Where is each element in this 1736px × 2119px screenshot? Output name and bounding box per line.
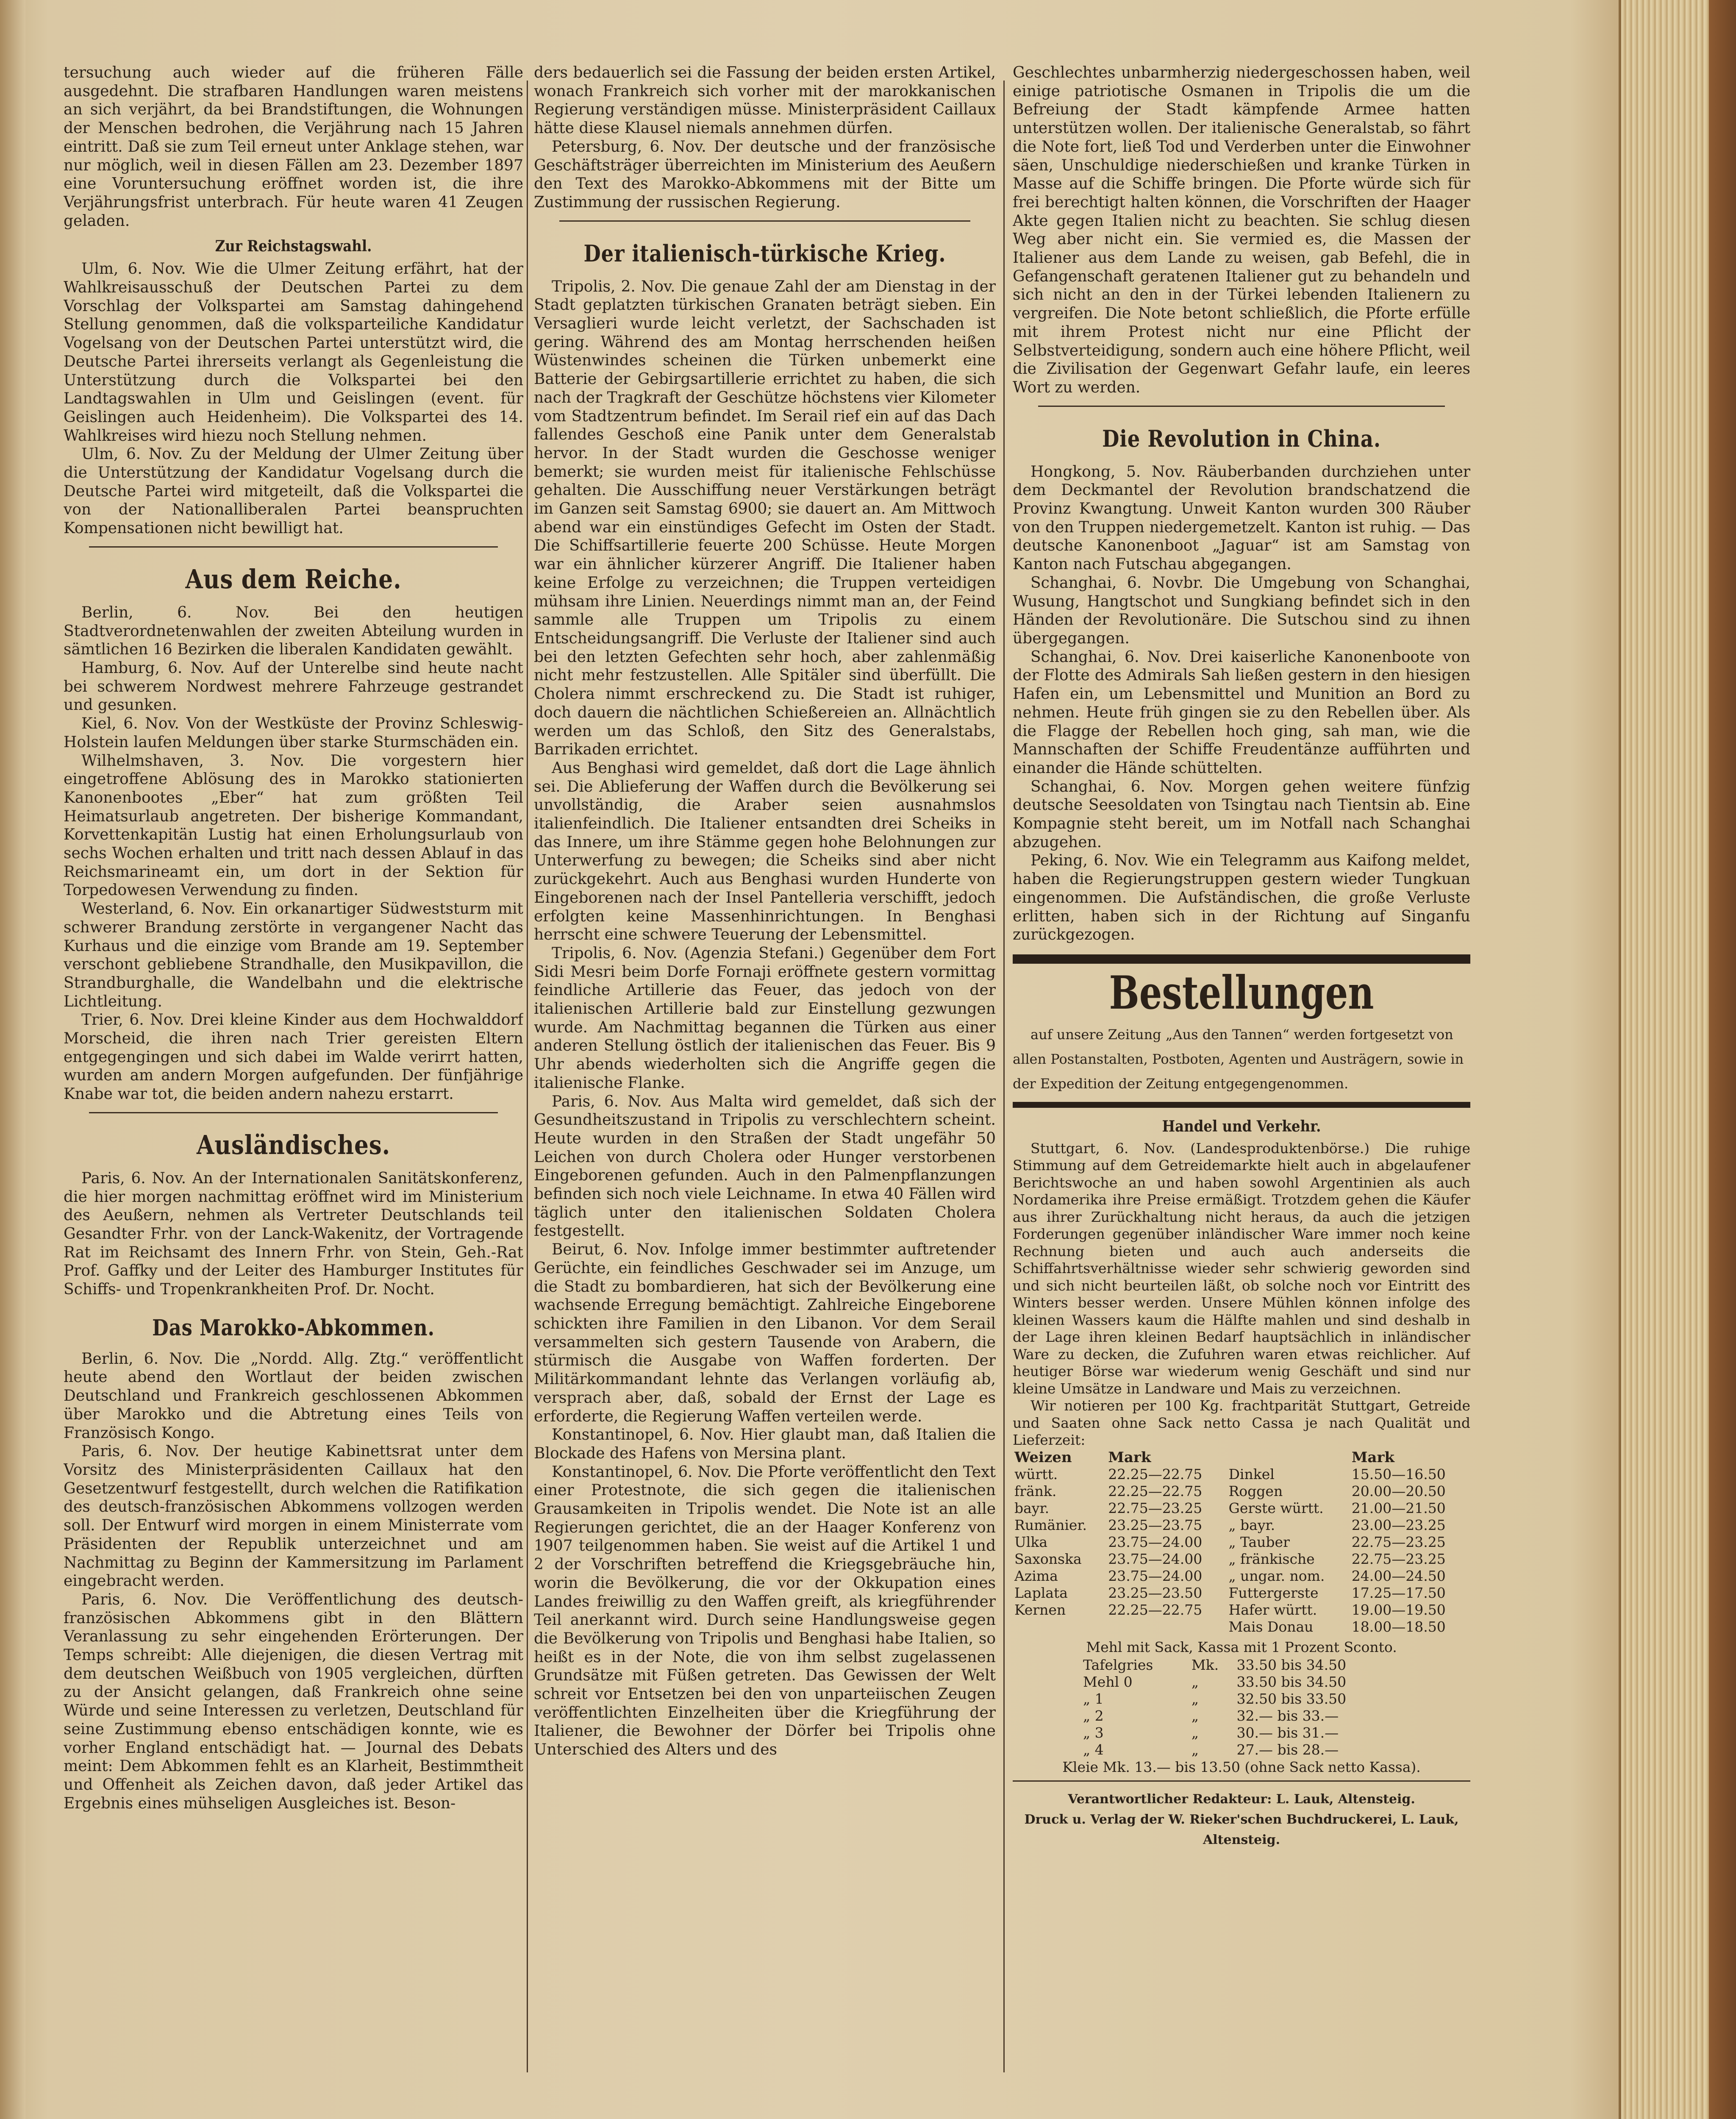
article-text: Geschlechtes unbarmherzig niedergeschossen haben, weil einige patriotische Osmanen in Tripolis die um die Befreiung der Stadt kämpfende Armee hatten unterstützen wollen. Der italienische Generalstab, so fährt die Note fort, ließ Tod und Verderben unter die Einwohner säen, Unschuldige niederschießen und kranke Türken in Masse auf die Schiffe bringen. Die Pforte würde sich für frei berechtigt halten können, die Vorschriften der Haager Akte gegen Italien nicht zu beachten. Sie schlug diesen Weg aber nicht ein. Sie vermied es, die Massen der Italiener aus dem Lande zu weisen, gab Befehl, die in Gefangenschaft geratenen Italiener gut zu behandeln und sich nicht an den in der Türkei lebenden Italienern zu vergreifen. Die Note betont schließlich, die Pforte erfülle mit ihrem Protest nicht nur eine Pflicht der Selbstverteidigung, sondern auch eine höhere Pflicht, weil die Zivilisation der Gegenwart Gefahr laufe, ein leeres Wort zu werden.: [1013, 64, 1470, 396]
divider: [1038, 406, 1445, 407]
article-text: Trier, 6. Nov. Drei kleine Kinder aus dem Hochwalddorf Morscheid, die ihren nach Trier gereisten Eltern entgegengingen und sich dabei im Walde verirrt hatten, wurden am andern Morgen aufgefunden. Der fünfjährige Knabe war tot, die beiden andern nahezu erstarrt.: [64, 1011, 523, 1103]
divider: [1013, 1780, 1470, 1782]
article-text: Tripolis, 2. Nov. Die genaue Zahl der am Dienstag in der Stadt geplatzten türkischen Granaten beträgt sieben. Ein Versaglieri wurde leicht verletzt, der Sachschaden ist gering. Während des am Montag herrschenden heißen Wüstenwindes scheinen die Türken unbemerkt eine Batterie der Gebirgsartillerie errichtet zu haben, die sich nach der Tragkraft der Geschütze höchstens vier Kilometer vom Stadtzentrum befindet. Im Serail rief ein auf das Dach fallendes Geschoß eine Panik unter dem Generalstab hervor. In der Stadt wurden die Geschosse weniger bemerkt; sie wurden meist für italienische Fehlschüsse gehalten. Die Ausschiffung neuer Verstärkungen beträgt im Ganzen seit Samstag 6900; sie dauert an. Am Mittwoch abend war ein einstündiges Gefecht im Osten der Stadt. Die Schiffsartillerie feuerte 200 Schüsse. Heute Morgen war ein ähnlicher kürzerer Angriff. Die Italiener haben keine Erfolge zu verzeichnen; die Truppen verteidigen mühsam ihre Linien. Neuerdings nimmt man an, der Feind sammle alle Truppen um Tripolis zu einem Entscheidungsangriff. Die Verluste der Italiener sind auch bei den letzten Gefechten sehr hoch, aber zahlenmäßig nicht mehr festzustellen. Alle Spitäler sind überfüllt. Die Cholera nimmt erschreckend zu. Die Stadt ist ruhiger, doch dauern die nächtlichen Schießereien an. Allnächtlich werden um das Schloß, den Sitz des Generalstabs, Barrikaden errichtet.: [534, 278, 996, 759]
section-heading: Der italienisch-türkische Krieg.: [583, 239, 946, 267]
table-cell: „: [1191, 1673, 1199, 1690]
table-cell: „ Tauber: [1228, 1533, 1290, 1550]
table-cell: 33.50 bis 34.50: [1236, 1656, 1347, 1673]
table-cell: 30.— bis 31.—: [1236, 1724, 1339, 1741]
article-text: tersuchung auch wieder auf die früheren Fälle ausgedehnt. Die strafbaren Handlungen waren meistens an sich verjährt, da bei Brandstiftungen, die Wohnungen der Menschen bedrohen, die Verjährung nach 15 Jahren eintritt. Daß sie zum Teil erneut unter Anklage stehen, war nur möglich, weil in diesen Fällen am 23. Dezember 1897 eine Voruntersuchung eröffnet worden ist, die ihre Verjährungsfrist unterbrach. Für heute waren 41 Zeugen geladen.: [64, 64, 523, 230]
table-cell: [1013, 1618, 1106, 1635]
advert-bottom-rule: [1013, 1102, 1470, 1108]
table-row: [1013, 1483, 1470, 1500]
article-text: Tripolis, 6. Nov. (Agenzia Stefani.) Gegenüber dem Fort Sidi Mesri beim Dorfe Fornaji eröffnete gestern vormittag feindliche Artillerie das Feuer, das jedoch von der italienischen Artillerie bald zur Einstellung gezwungen wurde. Am Nachmittag begannen die Türken aus einer anderen Stellung östlich der italienischen das Feuer. Bis 9 Uhr abends wiederholten sich die Angriffe gegen die italienische Flanke.: [534, 944, 996, 1092]
column-3: [1013, 64, 1470, 2098]
table-cell: Mk.: [1191, 1656, 1219, 1673]
article-text: Paris, 6. Nov. Aus Malta wird gemeldet, daß sich der Gesundheitszustand in Tripolis zu verschlechtern scheint. Heute wurden in den Straßen der Stadt ungefähr 50 Leichen von durch Cholera oder Hunger verstorbenen Eingeborenen gefunden. Auch in den Palmenpflanzungen befinden sich noch viele Leichname. In etwa 40 Fällen wird täglich unter den italienischen Soldaten Cholera festgestellt.: [534, 1093, 996, 1240]
book-cover-edge: [1709, 0, 1736, 2119]
table-cell: „: [1191, 1707, 1199, 1724]
table-cell: württ.: [1014, 1466, 1058, 1482]
table-cell: fränk.: [1014, 1482, 1057, 1499]
article-text: Schanghai, 6. Nov. Drei kaiserliche Kanonenboote von der Flotte des Admirals Sah ließen gestern in den hiesigen Hafen ein, um Lebensmittel und Munition an Bord zu nehmen. Heute früh gingen sie zu den Rebellen über. Als die Flagge der Rebellen hoch ging, sah man, wie die Mannschaften der Schiffe Freudentänze aufführten und einander die Hände schüttelten.: [1013, 648, 1470, 777]
table-row: [1081, 1741, 1402, 1758]
table-row: [1013, 1602, 1470, 1618]
table-row: [1081, 1691, 1402, 1707]
table-cell: 32.50 bis 33.50: [1236, 1690, 1347, 1707]
section-heading: Das Marokko-Abkommen.: [152, 1315, 435, 1341]
table-cell: Rumänier.: [1014, 1516, 1087, 1533]
table-cell: Futtergerste: [1228, 1584, 1319, 1601]
flour-price-table: [1081, 1657, 1402, 1758]
book-binding: [1619, 0, 1736, 2119]
table-row: [1081, 1707, 1402, 1724]
table-cell: Mehl 0: [1083, 1673, 1133, 1690]
table-cell: Saxonska: [1014, 1550, 1082, 1567]
page-gutter-shadow: [0, 0, 25, 2119]
table-row: [1013, 1500, 1470, 1517]
column-rule: [527, 81, 528, 2072]
imprint-publisher: Druck u. Verlag der W. Rieker'schen Buchdruckerei, L. Lauk, Altensteig.: [1024, 1812, 1459, 1847]
table-row: [1081, 1724, 1402, 1741]
table-cell: 22.75—23.25: [1351, 1533, 1446, 1550]
column-rule: [1003, 81, 1005, 2072]
table-cell: 22.75—23.25: [1351, 1550, 1446, 1567]
table-row: [1013, 1568, 1470, 1585]
table-cell: „: [1191, 1690, 1199, 1707]
table-cell: 19.00—19.50: [1351, 1601, 1446, 1618]
article-text: Ulm, 6. Nov. Zu der Meldung der Ulmer Zeitung über die Unterstützung der Kandidatur Vogelsang durch die Deutsche Partei wird mitgeteilt, daß die Volkspartei die von der Nationalliberalen Partei beanspruchten Kompensationen nicht bewilligt hat.: [64, 445, 523, 537]
column-1: [64, 64, 523, 2098]
advert-title: Bestellungen: [1109, 966, 1374, 1020]
divider: [89, 1112, 498, 1113]
table-row: [1013, 1618, 1470, 1635]
section-heading: Die Revolution in China.: [1102, 425, 1381, 452]
table-cell: 23.25—23.50: [1108, 1584, 1203, 1601]
column-header: Mark: [1108, 1449, 1151, 1466]
table-cell: 27.— bis 28.—: [1236, 1741, 1339, 1758]
table-cell: Tafelgries: [1083, 1656, 1153, 1673]
table-cell: „ bayr.: [1228, 1516, 1275, 1533]
table-row: [1013, 1585, 1470, 1602]
table-cell: Gerste württ.: [1228, 1499, 1324, 1516]
table-cell: 23.75—24.00: [1108, 1550, 1203, 1567]
article-text: ders bedauerlich sei die Fassung der beiden ersten Artikel, wonach Frankreich sich vorher mit der marokkanischen Regierung verständigen müsse. Ministerpräsident Caillaux hätte diese Klausel niemals annehmen dürfen.: [534, 64, 996, 137]
table-cell: Laplata: [1014, 1584, 1068, 1601]
table-row: [1013, 1534, 1470, 1551]
article-text: Schanghai, 6. Nov. Morgen gehen weitere fünfzig deutsche Seesoldaten von Tsingtau nach Tientsin ab. Eine Kompagnie steht bereit, um im Notfall nach Schanghai abzugehen.: [1013, 778, 1470, 851]
article-text: Berlin, 6. Nov. Bei den heutigen Stadtverordnetenwahlen der zweiten Abteilung wurden in sämtlichen 16 Bezirken die liberalen Kandidaten gewählt.: [64, 603, 523, 659]
section-heading: Handel und Verkehr.: [1162, 1117, 1321, 1135]
table-cell: 20.00—20.50: [1351, 1482, 1446, 1499]
table-cell: „ 2: [1083, 1707, 1104, 1724]
table-row: [1013, 1466, 1470, 1483]
imprint-editor: Verantwortlicher Redakteur: L. Lauk, Altensteig.: [1068, 1791, 1415, 1807]
table-cell: „ 3: [1083, 1724, 1104, 1741]
table-cell: 22.25—22.75: [1108, 1482, 1203, 1499]
advert-top-rule: [1013, 954, 1470, 964]
table-cell: 33.50 bis 34.50: [1236, 1673, 1347, 1690]
table-cell: [1106, 1618, 1227, 1635]
table-cell: Roggen: [1228, 1482, 1283, 1499]
table-cell: 15.50—16.50: [1351, 1466, 1446, 1482]
table-cell: „ 4: [1083, 1741, 1104, 1758]
article-text: Westerland, 6. Nov. Ein orkanartiger Südweststurm mit schwerer Brandung zerstörte in vergangener Nacht das Kurhaus und die einzige vom Brande am 19. September verschont gebliebene Strandhalle, den Musikpavillon, die Strandburghalle, die Wandelbahn und die elektrische Lichtleitung.: [64, 900, 523, 1010]
article-text: Beirut, 6. Nov. Infolge immer bestimmter auftretender Gerüchte, ein feindliches Geschwader sei im Anzuge, um die Stadt zu bombardieren, hat sich der Bevölkerung eine wachsende Erregung bemächtigt. Zahlreiche Eingeborene schickten ihre Familien in den Libanon. Vor dem Serail versammelten sich gestern Tausende von Arabern, die stürmisch die Ausgabe von Waffen forderten. Der Militärkommandant lehnte das Verlangen vorläufig ab, versprach aber, daß, sobald der Ernst der Lage es erforderte, die Regierung Waffen verteilen werde.: [534, 1241, 996, 1425]
flour-heading: Mehl mit Sack, Kassa mit 1 Prozent Sconto.: [1086, 1638, 1397, 1655]
table-cell: „ ungar. nom.: [1228, 1567, 1325, 1584]
article-text: Stuttgart, 6. Nov. (Landesproduktenbörse.) Die ruhige Stimmung auf dem Getreidemarkte hielt auch in abgelaufener Berichtswoche an und haben sowohl Argentinien als auch Nordamerika ihre Preise ermäßigt. Trotzdem gehen die Käufer aus ihrer Zurückhaltung nicht heraus, da auch die jetzigen Forderungen gegenüber inländischer Ware immer noch keine Rechnung bieten und auch auch anderseits die Schiffahrtsverhältnisse wieder sehr schwierig geworden sind und sich nicht beurteilen läßt, ob solche noch vor Eintritt des Winters besser werden. Unsere Mühlen können infolge des kleinen Wassers kaum die Hälfte mahlen und sind deshalb in der Lage ihren kleinen Bedarf hauptsächlich in inländischer Ware zu decken, die Zufuhren waren etwas reichlicher. Auf heutiger Börse war wiederum wenig Geschäft und sind nur kleine Umsätze in Landware und Mais zu verzeichnen.: [1013, 1140, 1470, 1397]
table-cell: 23.25—23.75: [1108, 1516, 1203, 1533]
article-text: Wilhelmshaven, 3. Nov. Die vorgestern hier eingetroffene Ablösung des in Marokko stationierten Kanonenbootes „Eber“ hat zum größten Teil Heimatsurlaub angetreten. Der bisherige Kommandant, Korvettenkapitän Lustig hat einen Erholungsurlaub von sechs Wochen erhalten und tritt nach dessen Ablauf in das Reichsmarineamt ein, um dort in der Sektion für Torpedowesen Verwendung zu finden.: [64, 752, 523, 899]
table-cell: „ fränkische: [1228, 1550, 1315, 1567]
table-cell: 23.00—23.25: [1351, 1516, 1446, 1533]
section-heading: Zur Reichstagswahl.: [215, 237, 372, 256]
divider: [559, 220, 970, 222]
advert-text: auf unsere Zeitung „Aus den Tannen“ werden fortgesetzt von allen Postanstalten, Postboten, Agenten und Austrägern, sowie in der Expedition der Zeitung entgegengenommen.: [1013, 1026, 1464, 1092]
table-cell: 24.00—24.50: [1351, 1567, 1446, 1584]
table-cell: Mais Donau: [1228, 1618, 1314, 1635]
table-cell: 22.25—22.75: [1108, 1466, 1203, 1482]
table-row: [1013, 1517, 1470, 1534]
article-text: Kiel, 6. Nov. Von der Westküste der Provinz Schleswig-Holstein laufen Meldungen über starke Sturmschäden ein.: [64, 715, 523, 751]
table-cell: „: [1191, 1724, 1199, 1741]
table-cell: Hafer württ.: [1228, 1601, 1317, 1618]
table-header-row: [1013, 1449, 1470, 1466]
table-cell: „ 1: [1083, 1690, 1104, 1707]
table-row: [1081, 1657, 1402, 1674]
article-text: Aus Benghasi wird gemeldet, daß dort die Lage ähnlich sei. Die Ablieferung der Waffen durch die Bevölkerung sei unvollständig, die Araber seien ausnahmslos italienfeindlich. Die Italiener entsandten drei Scheiks in das Innere, um ihre Stämme gegen hohe Belohnungen zur Unterwerfung zu bewegen; die Scheiks sind aber nicht zurückgekehrt. Auch aus Benghasi wurden Hunderte von Eingeborenen nach der Insel Pantelleria verschifft, jedoch erfolgten keine Massenhinrichtungen. In Benghasi herrscht eine schwere Teuerung der Lebensmittel.: [534, 759, 996, 944]
article-text: Paris, 6. Nov. Der heutige Kabinettsrat unter dem Vorsitz des Ministerpräsidenten Caillaux hat den Gesetzentwurf festgestellt, durch welchen die Ratifikation des deutsch-französischen Abkommens vollzogen werden soll. Der Entwurf wird morgen in einem Ministerrate vom Präsidenten der Republik unterzeichnet und am Nachmittag zu Beginn der Kammersitzung im Parlament eingebracht werden.: [64, 1443, 523, 1590]
section-heading: Aus dem Reiche.: [185, 563, 402, 595]
section-heading: Ausländisches.: [196, 1129, 391, 1160]
column-2: [534, 64, 996, 2098]
article-text: Ulm, 6. Nov. Wie die Ulmer Zeitung erfährt, hat der Wahlkreisausschuß der Deutschen Partei zu dem Vorschlag der Volkspartei am Samstag dahingehend Stellung genommen, daß die volksparteiliche Kandidatur Vogelsang von der Deutschen Partei unterstützt wird, die Deutsche Partei ihrerseits verlangt als Gegenleistung die Unterstützung durch die Volkspartei bei den Landtagswahlen in Ulm und Geislingen (event. für Geislingen auch Heidenheim). Die Volkspartei des 14. Wahlkreises wird hiezu noch Stellung nehmen.: [64, 260, 523, 445]
table-cell: 22.25—22.75: [1108, 1601, 1203, 1618]
article-text: Konstantinopel, 6. Nov. Die Pforte veröffentlicht den Text einer Protestnote, die sich gegen die italienischen Grausamkeiten in Tripolis wendet. Die Note ist an alle Regierungen gerichtet, die an der Haager Konferenz von 1907 teilgenommen haben. Sie weist auf die Artikel 1 und 2 der Vorschriften betreffend die Kriegsgebräuche hin, worin die Bevölkerung, die vor der Okkupation eines Landes freiwillig zu den Waffen greift, als kriegführender Teil anerkannt wird. Durch seine Handlungsweise gegen die Bevölkerung von Tripolis und Benghasi habe Italien, so heißt es in der Note, die von ihm selbst zugelassenen Grundsätze mit Füßen getreten. Das Gewissen der Welt schreit vor Entsetzen bei den von unparteiischen Zeugen veröffentlichten Einzelheiten über die Kriegführung der Italiener, die Bewohner der Dörfer bei Tripolis ohne Unterschied des Alters und des: [534, 1463, 996, 1759]
article-text: Paris, 6. Nov. An der Internationalen Sanitätskonferenz, die hier morgen nachmittag eröffnet wird im Ministerium des Aeußern, nehmen als Vertreter Deutschlands teil Gesandter Frhr. von der Lanck-Wakenitz, der Vortragende Rat im Reichsamt des Innern Frhr. von Stein, Geh.-Rat Prof. Gaffky und der Leiter des Hamburger Institutes für Schiffs- und Tropenkrankheiten Prof. Dr. Nocht.: [64, 1169, 523, 1299]
table-cell: 21.00—21.50: [1351, 1499, 1446, 1516]
table-row: [1081, 1674, 1402, 1691]
article-text: Hamburg, 6. Nov. Auf der Unterelbe sind heute nacht bei schwerem Nordwest mehrere Fahrzeuge gestrandet und gesunken.: [64, 659, 523, 714]
table-cell: Ulka: [1014, 1533, 1048, 1550]
table-cell: Dinkel: [1228, 1466, 1275, 1482]
grain-price-table: [1013, 1449, 1470, 1635]
article-text: Berlin, 6. Nov. Die „Nordd. Allg. Ztg.“ veröffentlicht heute abend den Wortlaut der beiden zwischen Deutschland und Frankreich geschlossenen Abkommen über Marokko und die Abtretung eines Teils von Französisch Kongo.: [64, 1350, 523, 1442]
table-cell: 32.— bis 33.—: [1236, 1707, 1339, 1724]
table-cell: 23.75—24.00: [1108, 1567, 1203, 1584]
article-text: Hongkong, 5. Nov. Räuberbanden durchziehen unter dem Deckmantel der Revolution brandschatzend die Provinz Kwangtung. Unweit Kanton wurden 300 Räuber von den Truppen niedergemetzelt. Kanton ist ruhig. — Das deutsche Kanonenboot „Jaguar“ ist am Samstag von Kanton nach Futschau abgegangen.: [1013, 463, 1470, 573]
table-cell: Azima: [1014, 1567, 1058, 1584]
article-text: Peking, 6. Nov. Wie ein Telegramm aus Kaifong meldet, haben die Regierungstruppen gestern wieder Tungkuan eingenommen. Die Aufständischen, die große Verluste erlitten, haben sich in der Richtung auf Singanfu zurückgezogen.: [1013, 852, 1470, 944]
table-cell: bayr.: [1014, 1499, 1050, 1516]
bran-price: Kleie Mk. 13.— bis 13.50 (ohne Sack netto Kassa).: [1062, 1758, 1421, 1775]
table-cell: 22.75—23.25: [1108, 1499, 1203, 1516]
column-header: Weizen: [1014, 1449, 1072, 1466]
article-text: Petersburg, 6. Nov. Der deutsche und der französische Geschäftsträger überreichten im Ministerium des Aeußern den Text des Marokko-Abkommens mit der Bitte um Zustimmung der russischen Regierung.: [534, 138, 996, 211]
table-cell: Kernen: [1014, 1601, 1066, 1618]
table-cell: 23.75—24.00: [1108, 1533, 1203, 1550]
column-header: Mark: [1351, 1449, 1394, 1466]
table-cell: 18.00—18.50: [1351, 1618, 1446, 1635]
table-cell: „: [1191, 1741, 1199, 1758]
table-cell: 17.25—17.50: [1351, 1584, 1446, 1601]
article-text: Paris, 6. Nov. Die Veröffentlichung des deutsch-französischen Abkommens gibt in den Blättern Veranlassung zu sehr eingehenden Erörterungen. Der Temps schreibt: Alle diejenigen, die diesen Vertrag mit dem deutschen Weißbuch von 1905 vergleichen, dürften zu der Ansicht gelangen, daß Frankreich ohne seine Würde und seine Interessen zu verletzen, Deutschland für seine Zustimmung ebenso entschädigen konnte, wie es vorher England entschädigt hat. — Journal des Debats meint: Dem Abkommen fehlt es an Klarheit, Bestimmtheit und Offenheit als Zeichen davon, daß jeder Artikel das Ergebnis eines mühseligen Ausgleiches ist. Beson-: [64, 1591, 523, 1812]
divider: [89, 546, 498, 548]
article-text: Konstantinopel, 6. Nov. Hier glaubt man, daß Italien die Blockade des Hafens von Mersina plant.: [534, 1426, 996, 1462]
table-row: [1013, 1551, 1470, 1568]
article-text: Wir notieren per 100 Kg. frachtparität Stuttgart, Getreide und Saaten ohne Sack netto Cassa je nach Qualität und Lieferzeit:: [1013, 1397, 1470, 1449]
article-text: Schanghai, 6. Novbr. Die Umgebung von Schanghai, Wusung, Hangtschot und Sungkiang befindet sich in den Händen der Revolutionäre. Die Sutschou sind zu ihnen übergegangen.: [1013, 574, 1470, 647]
